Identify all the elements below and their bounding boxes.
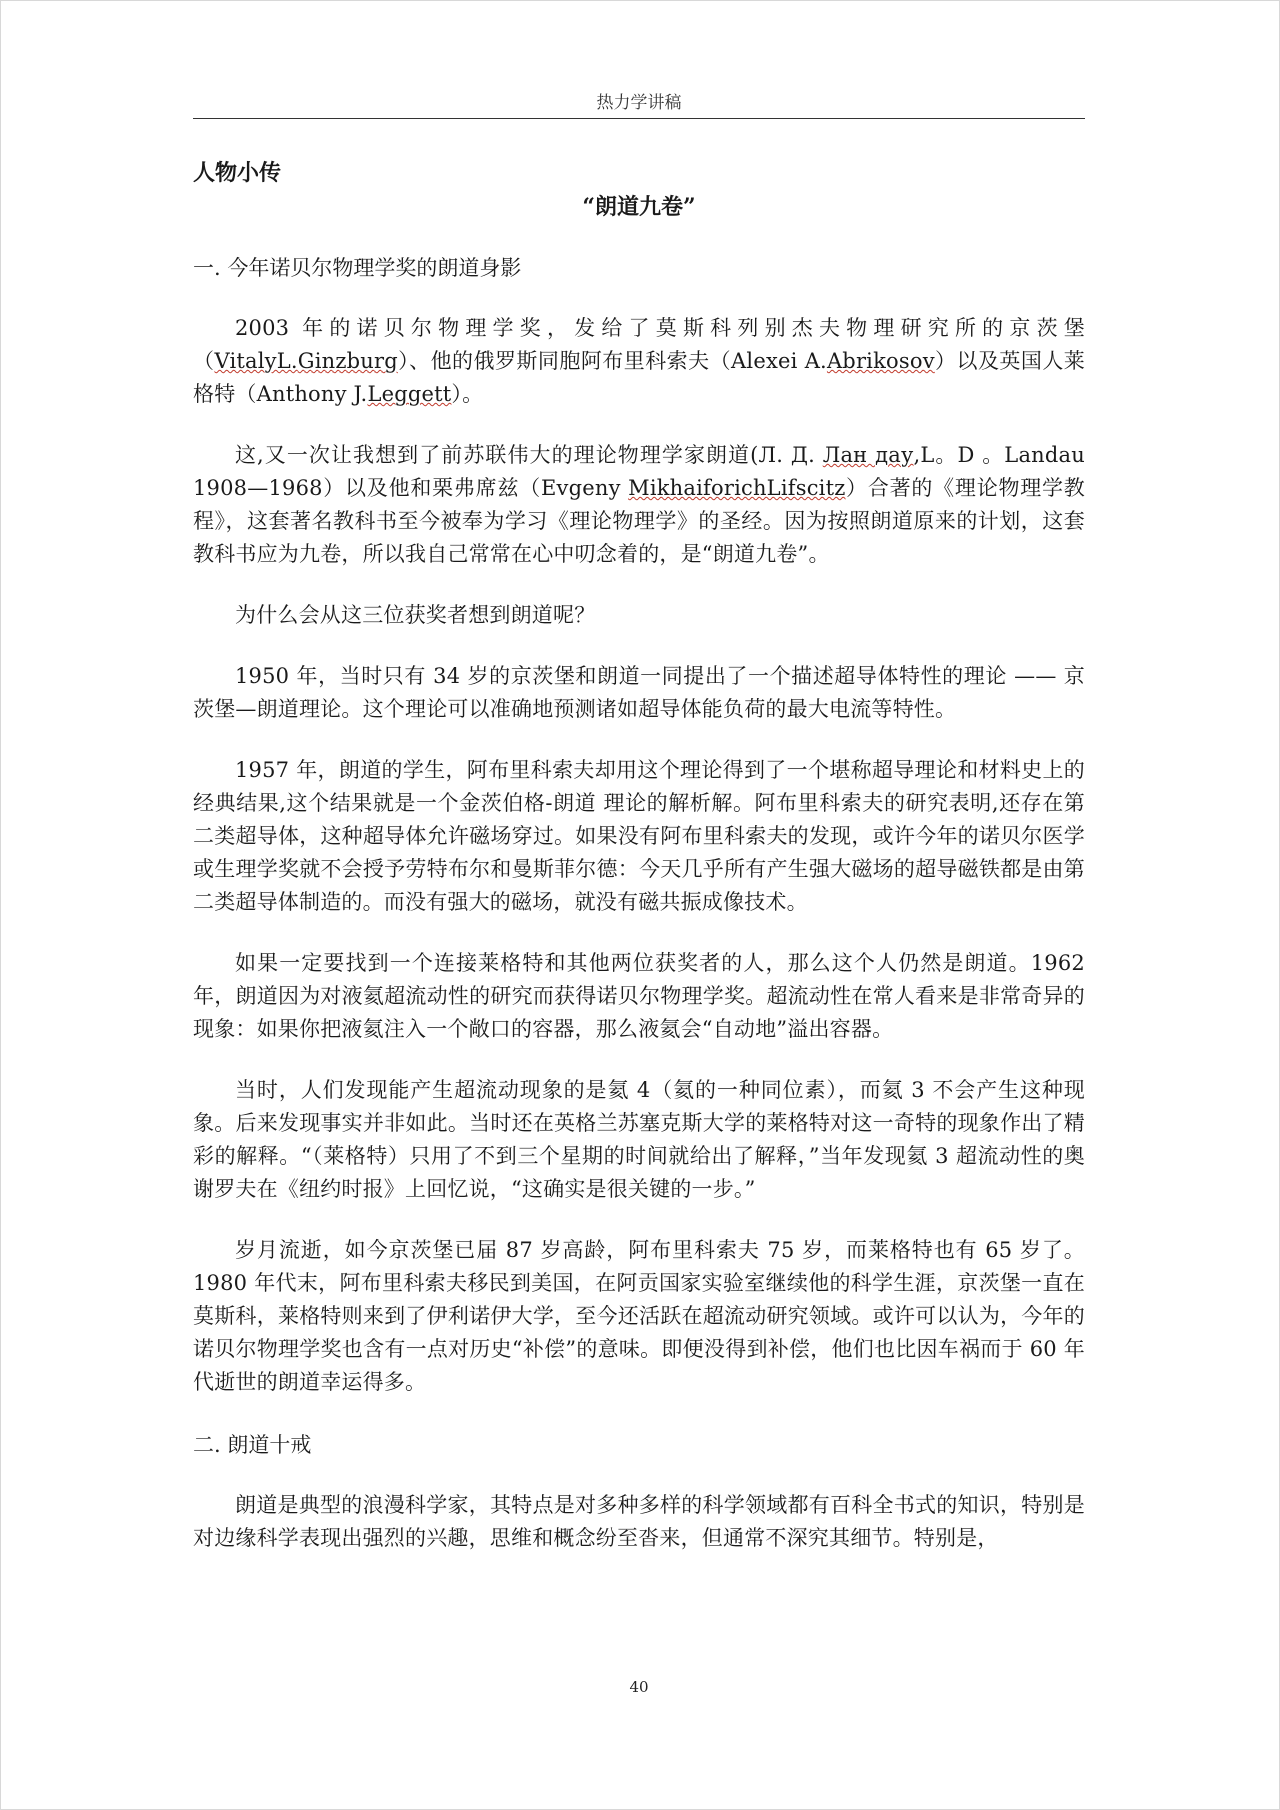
section-label: 人物小传 [193,160,282,186]
paragraph-1: 2003 年的诺贝尔物理学奖，发给了莫斯科列别杰夫物理研究所的京茨堡（VitalyL.Ginzburg）、他的俄罗斯同胞阿布里科索夫（Alexei A.Abrikosov）以及英国人莱格特（Anthony J.Leggett）。 [193,316,1086,406]
spell-flagged-name: Abrikosov [826,349,935,373]
spell-flagged-name: Лан дау [822,443,914,467]
paragraph-3: 为什么会从这三位获奖者想到朗道呢？ [235,603,596,627]
spell-flagged-name: Leggett [367,382,452,406]
paragraph-6: 如果一定要找到一个连接莱格特和其他两位获奖者的人，那么这个人仍然是朗道。1962 年，朗道因为对液氦超流动性的研究而获得诺贝尔物理学奖。超流动性在常人看来是非常奇异的现象：如果你把液氦注入一个敞口的容器，那么液氦会“自动地”溢出容器。 [193,951,1085,1041]
spell-flagged-name: VitalyL. [214,349,298,373]
spell-flagged-name: MikhaiforichLifscitz [628,476,846,500]
page-body [193,150,1085,1555]
running-header: 热力学讲稿 [596,93,682,113]
spell-flagged-name: Ginzburg [297,349,398,373]
page-number: 40 [629,1678,649,1696]
section-heading-1: 一. 今年诺贝尔物理学奖的朗道身影 [193,256,522,280]
paragraph-9: 朗道是典型的浪漫科学家，其特点是对多种多样的科学领域都有百科全书式的知识，特别是对边缘科学表现出强烈的兴趣，思维和概念纷至沓来，但通常不深究其细节。特别是， [193,1493,1085,1550]
paragraph-8: 岁月流逝，如今京茨堡已届 87 岁高龄，阿布里科索夫 75 岁，而莱格特也有 65 岁了。1980 年代末，阿布里科索夫移民到美国，在阿贡国家实验室继续他的科学生涯，京茨堡一直在莫斯科，莱格特则来到了伊利诺伊大学，至今还活跃在超流动研究领域。或许可以认为，今年的诺贝尔物理学奖也含有一点对历史“补偿”的意味。即便没得到补偿，他们也比因车祸而于 60 年代逝世的朗道幸运得多。 [193,1238,1085,1394]
article-title: “朗道九卷” [582,194,696,220]
section-heading-2: 二. 朗道十戒 [193,1433,312,1457]
paragraph-2: 这,又一次让我想到了前苏联伟大的理论物理学家朗道(Л. Д. Лан дау,L。D 。Landau 1908—1968）以及他和栗弗席兹（Evgeny MikhaiforichLifscitz）合著的《理论物理学教程》，这套著名教科书至今被奉为学习《理论物理学》的圣经。因为按照朗道原来的计划，这套教科书应为九卷，所以我自己常常在心中叨念着的，是“朗道九卷”。 [193,443,1086,566]
paragraph-4: 1950 年，当时只有 34 岁的京茨堡和朗道一同提出了一个描述超导体特性的理论 —— 京茨堡—朗道理论。这个理论可以准确地预测诸如超导体能负荷的最大电流等特性。 [193,664,1085,721]
paragraph-5: 1957 年，朗道的学生，阿布里科索夫却用这个理论得到了一个堪称超导理论和材料史上的经典结果,这个结果就是一个金茨伯格-朗道 理论的解析解。阿布里科索夫的研究表明,还存在第二类超导体，这种超导体允许磁场穿过。如果没有阿布里科索夫的发现，或许今年的诺贝尔医学或生理学奖就不会授予劳特布尔和曼斯菲尔德：今天几乎所有产生强大磁场的超导磁铁都是由第二类超导体制造的。而没有强大的磁场，就没有磁共振成像技术。 [193,758,1085,914]
header-rule [193,118,1085,119]
paragraph-7: 当时，人们发现能产生超流动现象的是氦 4（氦的一种同位素），而氦 3 不会产生这种现象。后来发现事实并非如此。当时还在英格兰苏塞克斯大学的莱格特对这一奇特的现象作出了精彩的解释。“（莱格特）只用了不到三个星期的时间就给出了解释，”当年发现氦 3 超流动性的奥谢罗夫在《纽约时报》上回忆说，“这确实是很关键的一步。” [193,1078,1085,1201]
